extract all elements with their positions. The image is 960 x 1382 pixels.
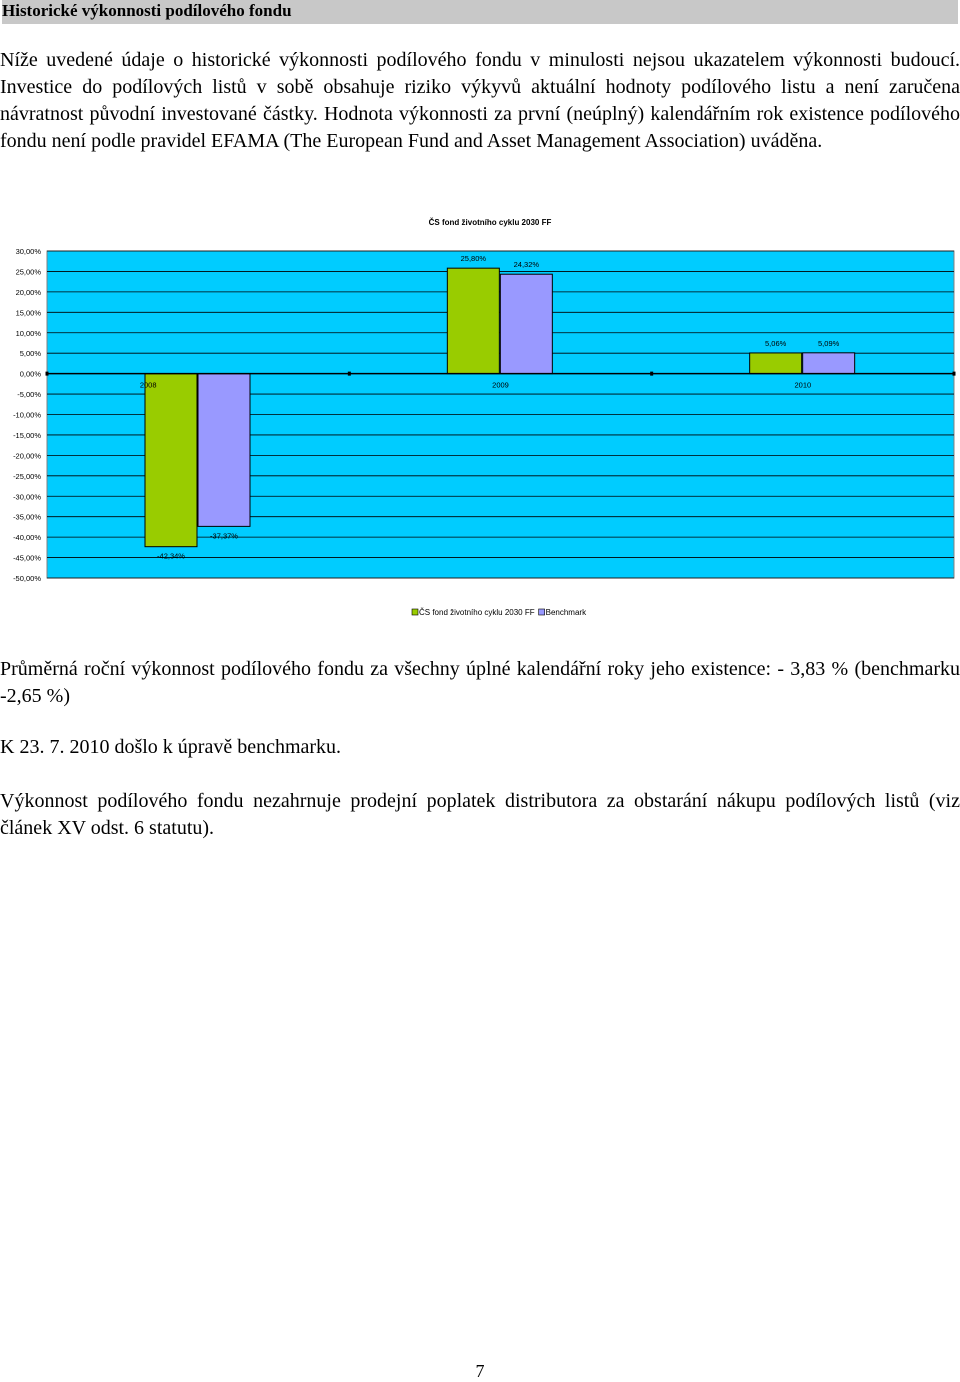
legend-label: Benchmark [545,608,587,617]
data-label: -42,34% [157,551,185,561]
bar [500,274,552,373]
chart-svg [0,208,960,628]
legend-swatch [412,609,418,615]
y-tick-label: -25,00% [13,471,41,481]
y-tick-label: 25,00% [15,267,41,277]
legend-label: ČS fond životního cyklu 2030 FF [419,608,535,617]
y-tick-label: 30,00% [15,247,41,256]
y-tick-label: -40,00% [13,533,41,543]
average-performance-paragraph: Průměrná roční výkonnost podílového fondu za všechny úplné kalendářní roky jeho existence: - 3,83 % (benchmarku -2,65 %) [0,658,960,707]
y-tick-label: -35,00% [13,512,41,522]
section-heading: Historické výkonnosti podílového fondu [2,0,958,24]
y-tick-label: -45,00% [13,553,41,563]
y-tick-label: -50,00% [13,574,41,583]
x-category-label: 2009 [492,380,509,390]
y-tick-label: -15,00% [13,430,41,440]
data-label: 5,09% [818,338,840,348]
y-tick-label: -5,00% [17,390,41,400]
bar [198,374,250,527]
y-tick-label: 15,00% [15,308,41,318]
y-tick-label: -30,00% [13,492,41,502]
data-label: 24,32% [513,260,540,270]
bar [447,268,499,373]
legend-swatch [539,609,545,615]
y-tick-label: -10,00% [13,410,41,420]
y-tick-label: 0,00% [19,369,41,379]
data-label: 5,06% [765,338,787,348]
fee-note-paragraph: Výkonnost podílového fondu nezahrnuje prodejní poplatek distributora za obstarání nákupu podílových listů (viz článek XV odst. 6 statutu). [0,790,960,839]
bar [803,353,855,374]
intro-paragraph: Níže uvedené údaje o historické výkonnosti podílového fondu v minulosti nejsou ukazatelem výkonnosti budoucí. Investice do podílových listů v sobě obsahuje riziko výkyvů aktuální hodnoty podílového listu a není zaručena návratnost původní investované částky. Hodnota výkonnosti za první (neúplný) kalendářním rok existence podílového fondu není podle pravidel EFAMA (The European Fund and Asset Management Association) uváděna. [0,49,960,152]
y-tick-label: 5,00% [19,349,41,359]
data-label: -37,37% [210,531,238,541]
y-tick-label: -20,00% [13,451,41,461]
data-label: 25,80% [460,254,487,264]
bar [750,353,802,374]
x-category-label: 2010 [794,380,812,390]
page-number: 7 [475,1361,485,1381]
y-tick-label: 20,00% [15,287,41,297]
performance-chart [0,208,960,628]
y-tick-label: 10,00% [15,328,41,338]
x-category-label: 2008 [139,380,157,390]
bar [145,374,197,547]
benchmark-change-paragraph: K 23. 7. 2010 došlo k úpravě benchmarku. [0,736,342,758]
chart-title: ČS fond životního cyklu 2030 FF [428,218,552,227]
